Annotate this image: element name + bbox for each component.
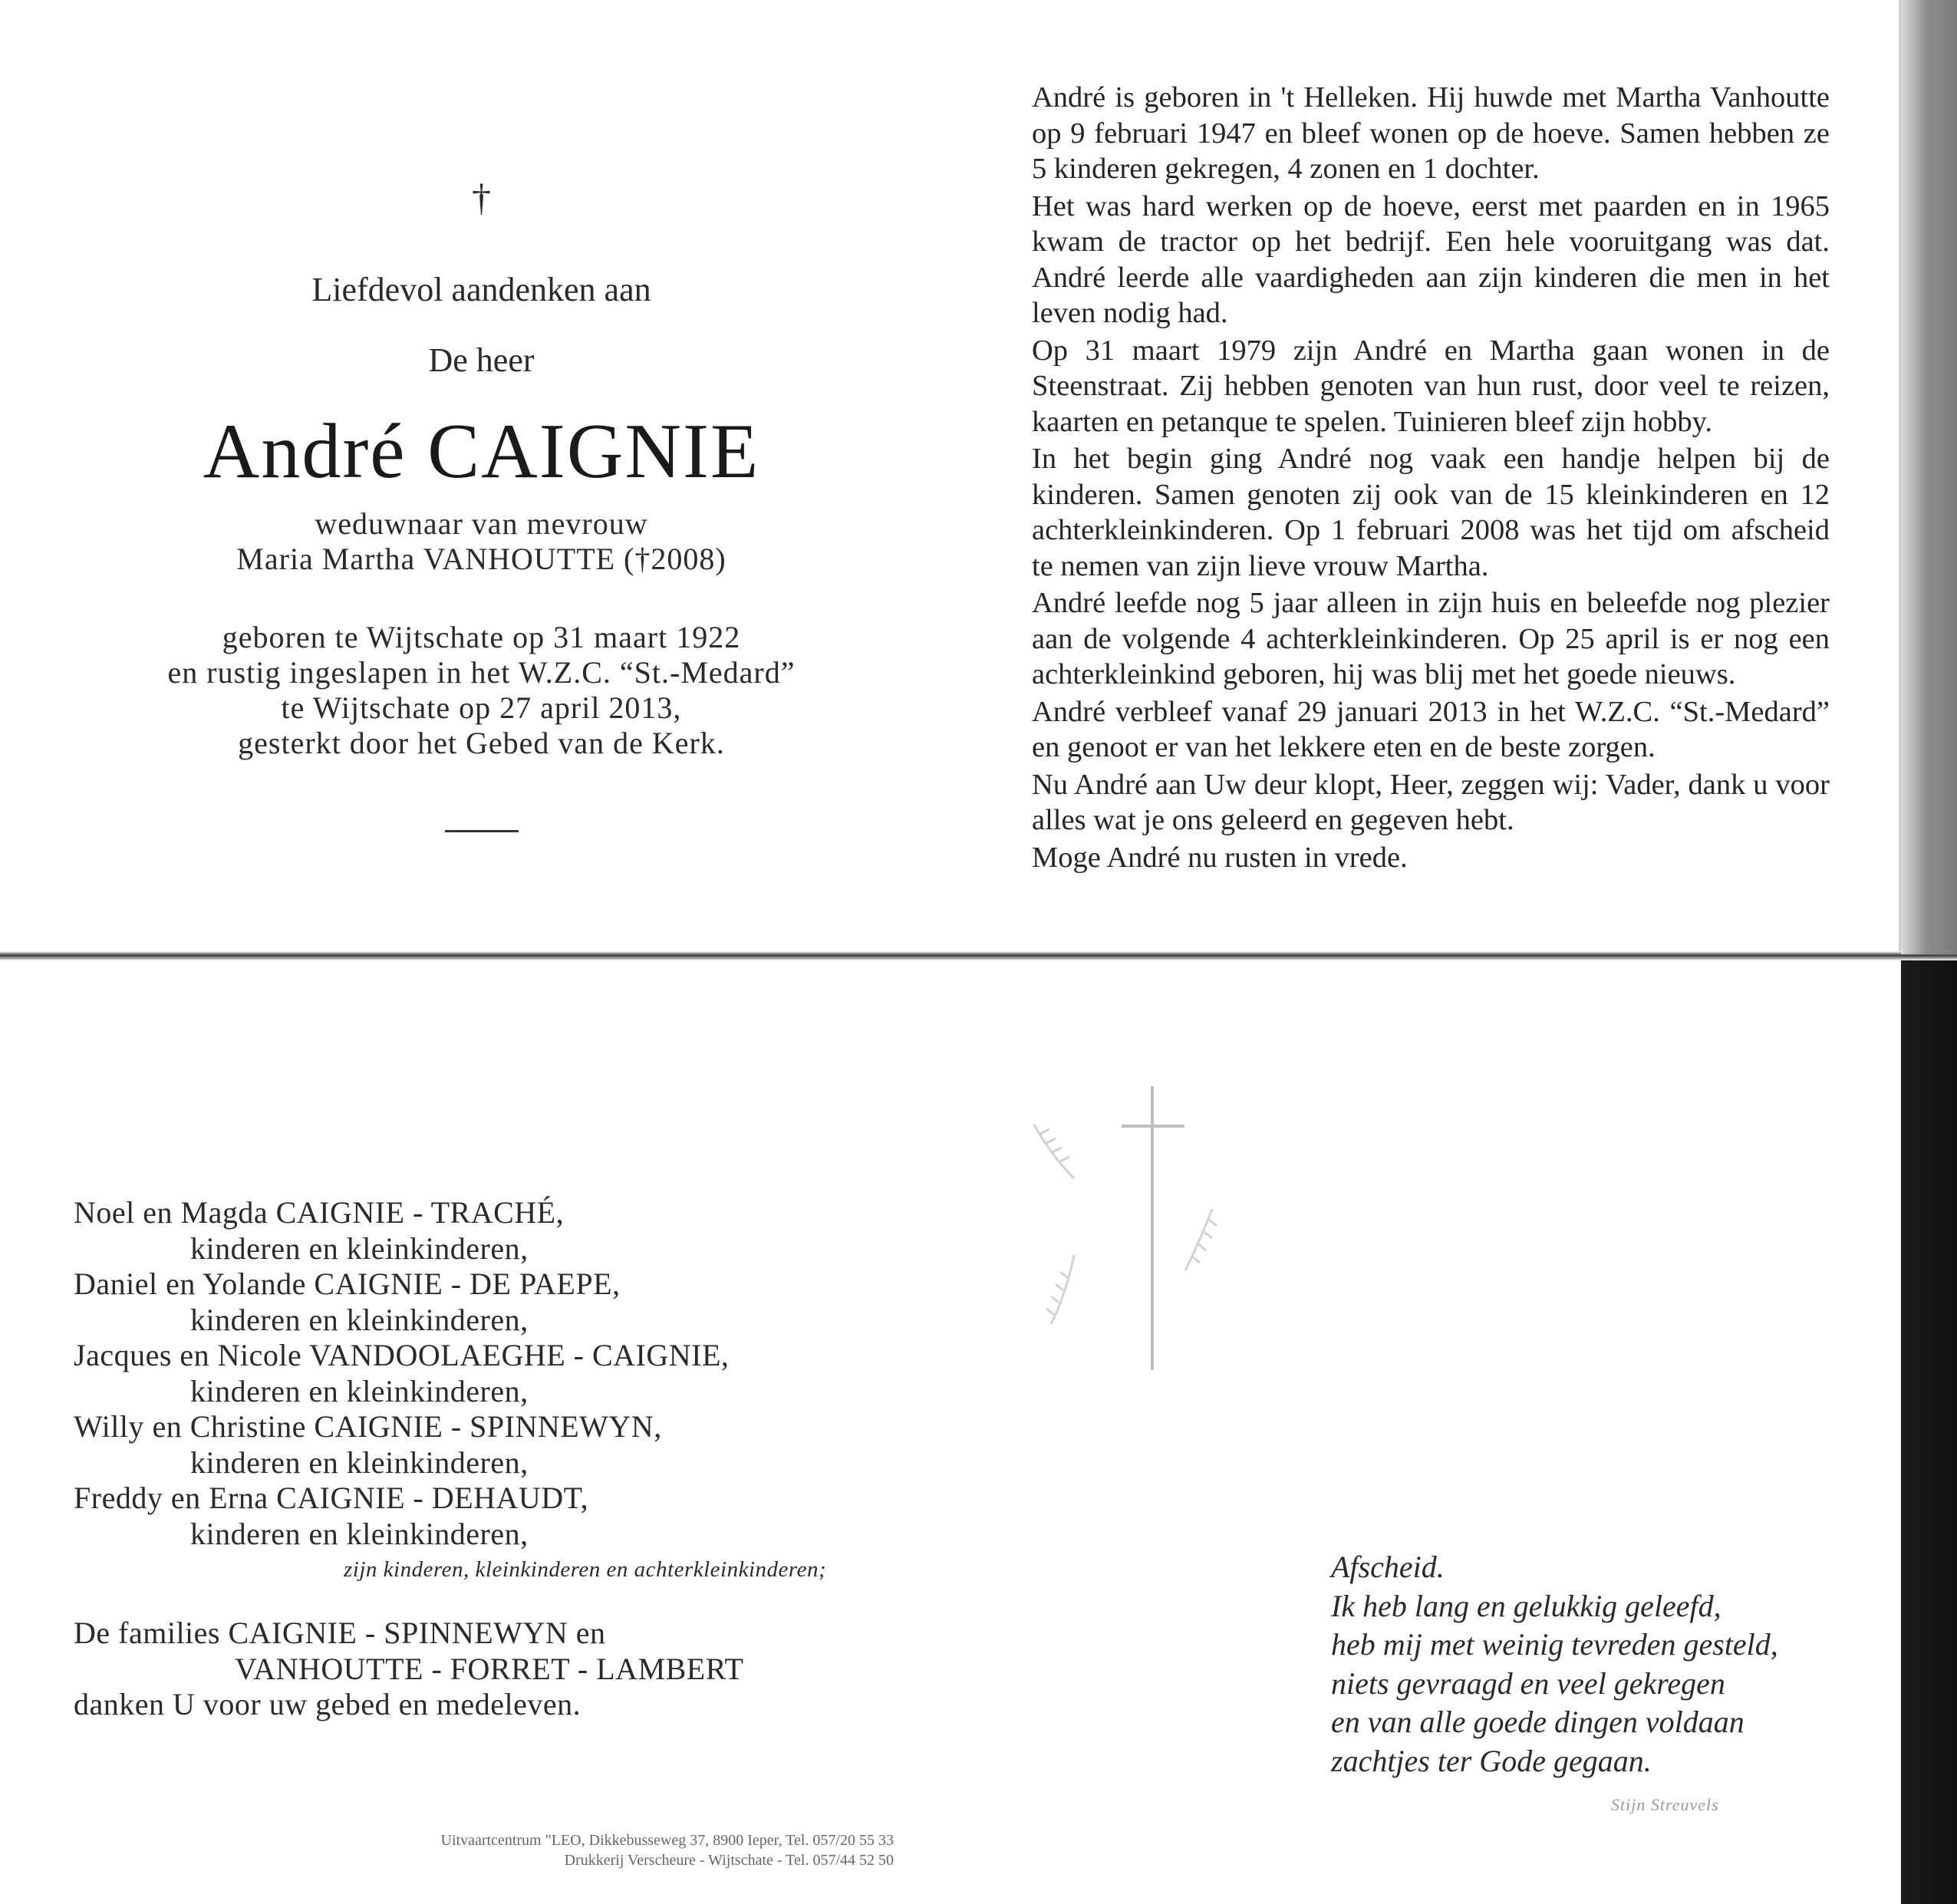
honorific: De heer [428,341,535,379]
wheat-icon [1034,1125,1217,1324]
family-list [74,1195,918,1587]
family-thanks [74,1616,743,1723]
printer-imprint [387,1830,894,1870]
bio-paragraph: In het begin ging André nog vaak een handje helpen bij de kinderen. Samen genoten zij ook van de 15 kleinkinderen en 12 achterkleinkinderen. Op 1 februari 2008 was het tijd om afscheid te nemen van zijn lieve vrouw Martha. [1032,443,1830,582]
bio-paragraph: Moge André nu rusten in vrede. [1032,841,1408,874]
family-descendants: kinderen en kleinkinderen, [190,1516,529,1551]
biography [1032,80,1830,877]
family-descendants: kinderen en kleinkinderen, [190,1373,529,1408]
thanks-line: danken U voor uw gebed en medeleven. [74,1687,581,1721]
scan-border-right-bottom [1901,960,1957,1904]
death-place-line: te Wijtschate op 27 april 2013, [281,690,682,725]
deceased-name: André CAIGNIE [203,408,760,495]
poem-author: Stijn Streuvels [1611,1795,1719,1814]
sacrament-line: gesterkt door het Gebed van de Kerk. [238,726,725,760]
thanks-families-line: De families CAIGNIE - SPINNEWYN en [74,1616,606,1650]
poem-line: heb mij met weinig tevreden gesteld, [1331,1627,1778,1662]
death-line: en rustig ingeslapen in het W.Z.C. “St.-Medard” [167,655,796,690]
thanks-families-line: VANHOUTTE - FORRET - LAMBERT [235,1651,744,1686]
birth-line: geboren te Wijtschate op 31 maart 1922 [222,620,741,654]
printer-line: Drukkerij Verscheure - Wijtschate - Tel. 057/44 52 50 [564,1852,894,1869]
bio-paragraph: Op 31 maart 1979 zijn André en Martha gaan wonen in de Steenstraat. Zij hebben genoten van hun rust, door veel te reizen, kaarten en petanque te spelen. Tuinieren bleef zijn hobby. [1032,334,1830,438]
card-fold-edge [0,951,1957,960]
scan-border-right-top [1901,0,1957,954]
poem-line: niets gevraagd en veel gekregen [1331,1665,1725,1701]
funeral-home-line: Uitvaartcentrum "LEO, Dikkebusseweg 37, 8900 Ieper, Tel. 057/20 55 33 [440,1832,894,1849]
poem [1331,1548,1778,1780]
family-couple: Noel en Magda CAIGNIE - TRACHÉ, [74,1195,565,1230]
bio-paragraph: André is geboren in 't Helleken. Hij huwde met Martha Vanhoutte op 9 februari 1947 en bleef wonen op de hoeve. Samen hebben ze 5 kinderen gekregen, 4 zonen en 1 dochter. [1032,81,1830,185]
poem-line: en van alle goede dingen voldaan [1331,1705,1744,1739]
family-descendants: kinderen en kleinkinderen, [190,1230,529,1266]
poem-line: zachtjes ter Gode gegaan. [1331,1743,1652,1778]
widow-text [0,506,963,577]
cross-icon: † [472,176,491,219]
bio-paragraph: André leefde nog 5 jaar alleen in zijn huis en beleefde nog plezier aan de volgende 4 achterkleinkinderen. Op 25 april is er nog een achterkleinkind geboren, hij was blij met het goede nieuws. [1032,587,1830,690]
family-couple: Jacques en Nicole VANDOOLAEGHE - CAIGNIE, [74,1338,730,1372]
bio-paragraph: André verbleef vanaf 29 januari 2013 in het W.Z.C. “St.-Medard” en genoot er van het lekkere eten en de beste zorgen. [1032,695,1830,763]
family-couple: Willy en Christine CAIGNIE - SPINNEWYN, [74,1409,662,1444]
spouse-name: Maria Martha VANHOUTTE (†2008) [236,542,726,576]
life-details [0,620,963,761]
cross-wheat-illustration [1020,1071,1235,1408]
cross-icon [1122,1086,1184,1370]
bio-paragraph: Nu André aan Uw deur klopt, Heer, zeggen wij: Vader, dank u voor alles wat je ons geleerd en gegeven hebt. [1032,768,1830,836]
poem-line: Ik heb lang en gelukkig geleefd, [1331,1588,1721,1623]
family-couple: Daniel en Yolande CAIGNIE - DE PAEPE, [74,1267,621,1301]
family-descendants: kinderen en kleinkinderen, [190,1444,529,1480]
divider [445,830,519,832]
family-descendants: kinderen en kleinkinderen, [190,1302,529,1337]
widow-line: weduwnaar van mevrouw [315,506,648,541]
family-summary: zijn kinderen, kleinkinderen en achterkleinkinderen; [344,1557,827,1582]
family-couple: Freddy en Erna CAIGNIE - DEHAUDT, [74,1481,589,1515]
bio-paragraph: Het was hard werken op de hoeve, eerst met paarden en in 1965 kwam de tractor op het bedrijf. Een hele vooruitgang was dat. André leerde alle vaardigheden aan zijn kinderen die men in het leven nodig had. [1032,189,1830,329]
intro-text: Liefdevol aandenken aan [311,271,651,308]
poem-title: Afscheid. [1331,1550,1445,1584]
